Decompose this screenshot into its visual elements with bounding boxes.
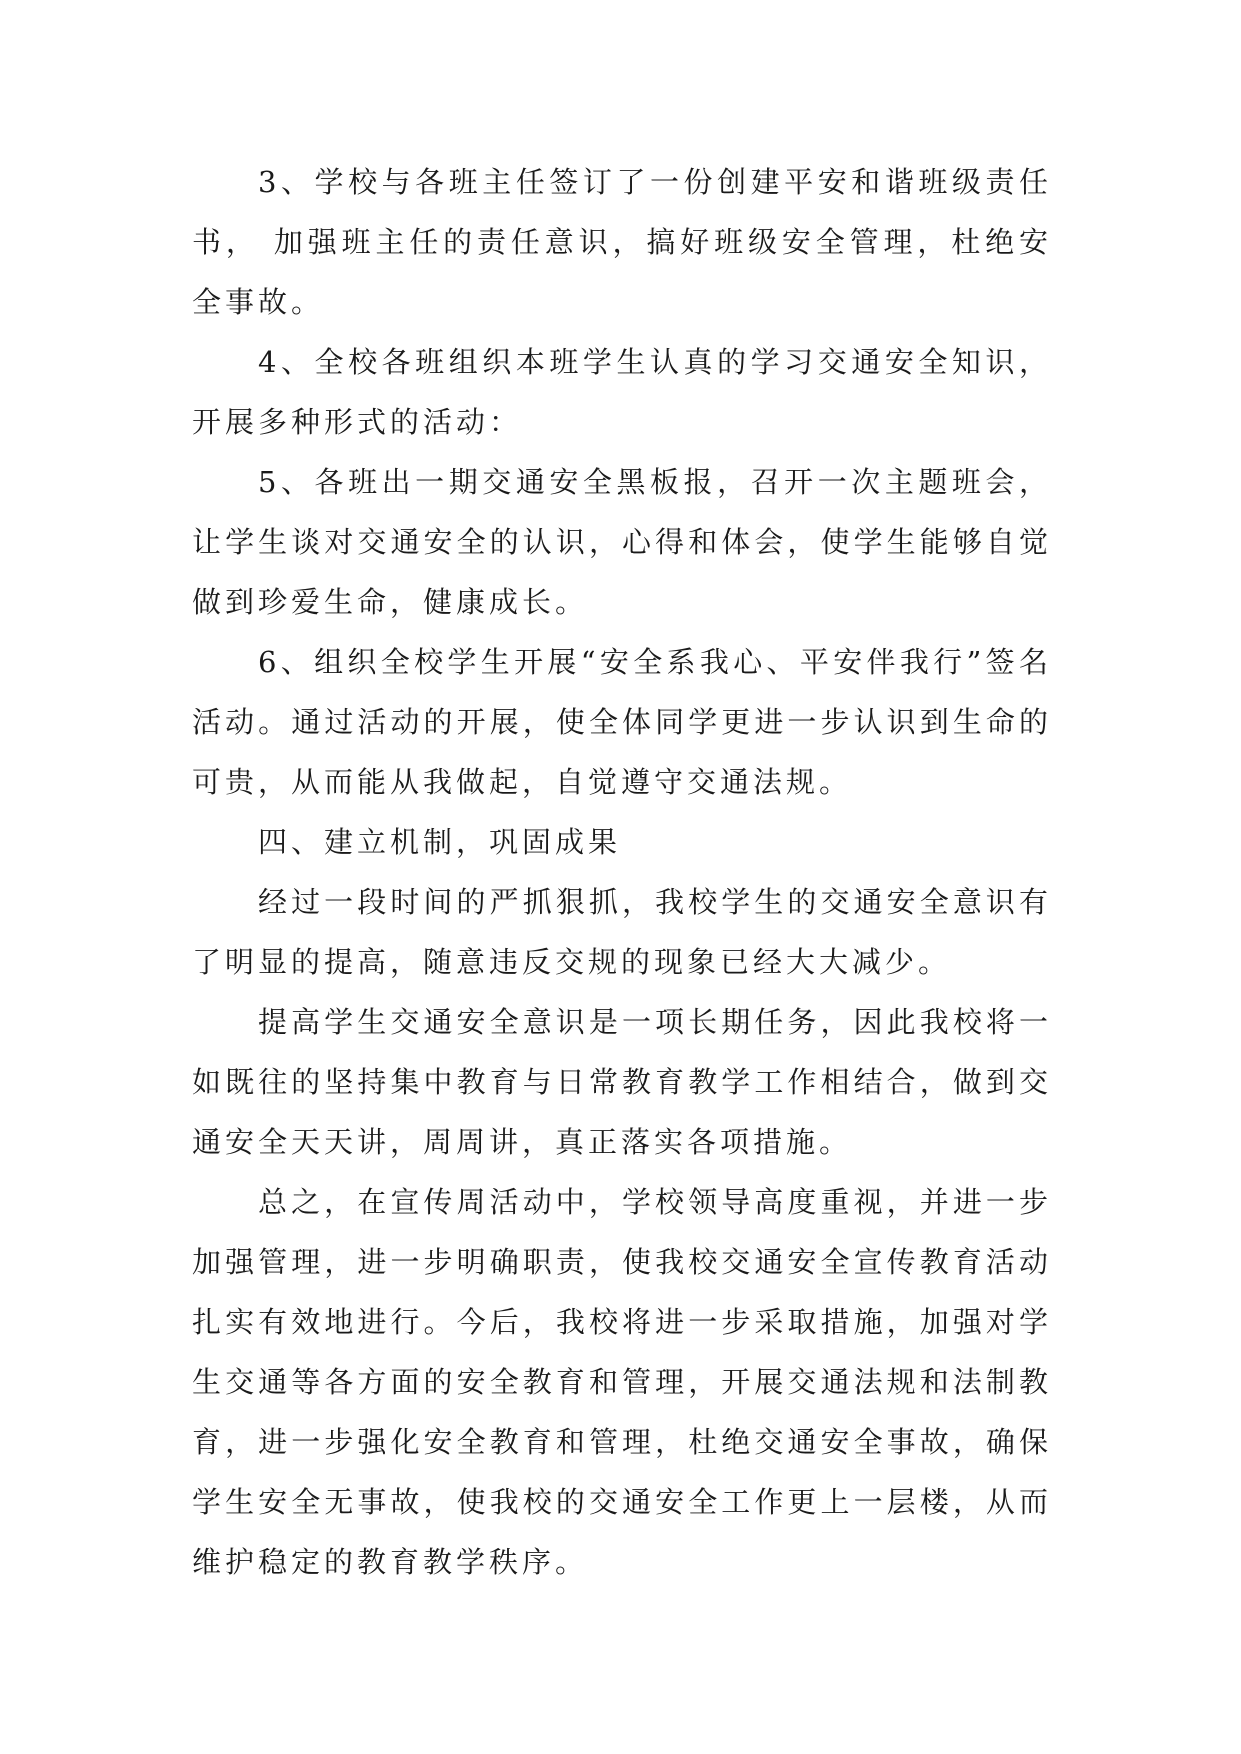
paragraph-item-5: 5、各班出一期交通安全黑板报，召开一次主题班会，让学生谈对交通安全的认识，心得和体会，使学生能够自觉做到珍爱生命，健康成长。 — [192, 465, 1052, 619]
paragraph-item-4: 4、全校各班组织本班学生认真的学习交通安全知识，开展多种形式的活动： — [192, 345, 1052, 439]
document-body — [192, 152, 1052, 1592]
paragraph-result: 经过一段时间的严抓狠抓，我校学生的交通安全意识有了明显的提高，随意违反交规的现象已经大大减少。 — [192, 885, 1052, 979]
paragraph-item-3: 3、学校与各班主任签订了一份创建平安和谐班级责任书， 加强班主任的责任意识，搞好班级安全管理，杜绝安全事故。 — [192, 165, 1052, 319]
paragraph-long-term-task: 提高学生交通安全意识是一项长期任务，因此我校将一如既往的坚持集中教育与日常教育教学工作相结合，做到交通安全天天讲，周周讲，真正落实各项措施。 — [192, 1005, 1052, 1159]
paragraph-summary: 总之，在宣传周活动中，学校领导高度重视，并进一步加强管理，进一步明确职责，使我校交通安全宣传教育活动扎实有效地进行。今后，我校将进一步采取措施，加强对学生交通等各方面的安全教育和管理，开展交通法规和法制教育，进一步强化安全教育和管理，杜绝交通安全事故，确保学生安全无事故，使我校的交通安全工作更上一层楼，从而维护稳定的教育教学秩序。 — [192, 1185, 1052, 1579]
section-heading-4: 四、建立机制，巩固成果 — [258, 825, 622, 859]
paragraph-item-6: 6、组织全校学生开展“安全系我心、平安伴我行”签名活动。通过活动的开展，使全体同学更进一步认识到生命的可贵，从而能从我做起，自觉遵守交通法规。 — [192, 645, 1052, 799]
